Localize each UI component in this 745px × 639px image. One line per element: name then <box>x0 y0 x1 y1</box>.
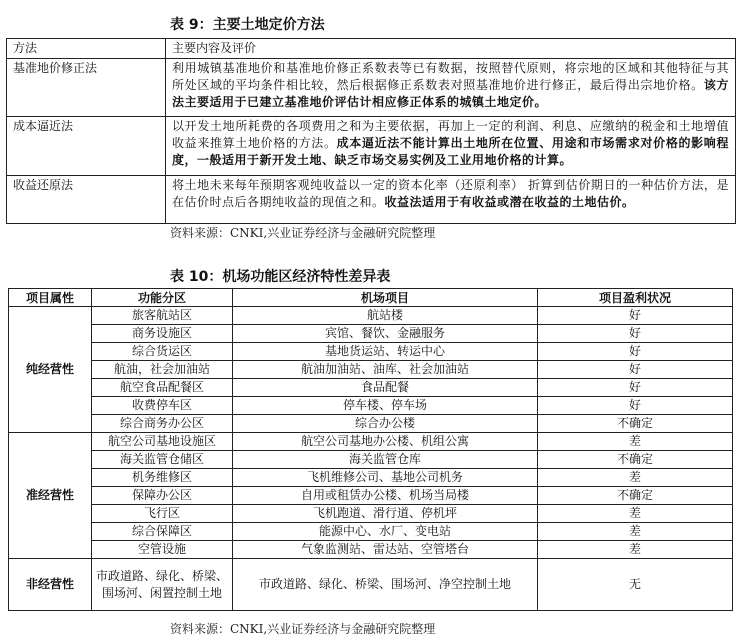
zone-cell: 保障办公区 <box>92 487 233 505</box>
project-cell: 基地货运站、转运中心 <box>233 343 538 361</box>
method-name: 基准地价修正法 <box>7 59 166 117</box>
table-header-row <box>9 289 733 307</box>
zone-cell: 收费停车区 <box>92 397 233 415</box>
description-highlight: 成本逼近法不能计算出土地所在位置、用途和市场需求对价格的影响程度，一般适用于新开发土地、缺乏市场交易实例及工业用地价格的计算。 <box>172 136 729 167</box>
zone-cell: 航空公司基地设施区 <box>92 433 233 451</box>
zone-cell: 综合货运区 <box>92 343 233 361</box>
profit-cell: 不确定 <box>538 451 733 469</box>
profit-cell: 好 <box>538 361 733 379</box>
table-row <box>9 343 733 361</box>
airport-zone-economics-table <box>8 288 733 611</box>
project-cell: 宾馆、餐饮、金融服务 <box>233 325 538 343</box>
zone-cell: 航油，社会加油站 <box>92 361 233 379</box>
project-cell: 海关监管仓库 <box>233 451 538 469</box>
project-cell: 市政道路、绿化、桥梁、围场河、净空控制土地 <box>233 559 538 611</box>
project-cell: 飞机跑道、滑行道、停机坪 <box>233 505 538 523</box>
method-name: 成本逼近法 <box>7 117 166 176</box>
profit-cell: 不确定 <box>538 415 733 433</box>
table9-caption: 表 9：主要土地定价方法 <box>170 17 325 33</box>
header-content: 主要内容及评价 <box>166 39 736 59</box>
table-row <box>9 505 733 523</box>
zone-cell: 综合商务办公区 <box>92 415 233 433</box>
zone-cell: 商务设施区 <box>92 325 233 343</box>
zone-cell: 飞行区 <box>92 505 233 523</box>
profit-cell: 差 <box>538 505 733 523</box>
profit-cell: 差 <box>538 469 733 487</box>
description-highlight: 收益法适用于有收益或潜在收益的土地估价。 <box>384 195 635 209</box>
profit-cell: 好 <box>538 379 733 397</box>
table-row <box>9 361 733 379</box>
profit-cell: 差 <box>538 541 733 559</box>
profit-cell: 好 <box>538 307 733 325</box>
zone-cell: 航空食品配餐区 <box>92 379 233 397</box>
table10-caption: 表 10：机场功能区经济特性差异表 <box>170 269 391 285</box>
table-row <box>7 176 736 224</box>
table-row <box>9 415 733 433</box>
table-row <box>7 117 736 176</box>
profit-cell: 好 <box>538 397 733 415</box>
table-row <box>9 433 733 451</box>
header-project: 机场项目 <box>233 289 538 307</box>
table-row <box>9 487 733 505</box>
project-cell: 飞机维修公司、基地公司机务 <box>233 469 538 487</box>
land-pricing-methods-table <box>6 38 736 224</box>
attribute-cell: 准经营性 <box>9 433 92 559</box>
project-cell: 气象监测站、雷达站、空管塔台 <box>233 541 538 559</box>
zone-cell: 空管设施 <box>92 541 233 559</box>
attribute-cell: 纯经营性 <box>9 307 92 433</box>
header-zone: 功能分区 <box>92 289 233 307</box>
table9-source: 资料来源：CNKI,兴业证券经济与金融研究院整理 <box>170 226 436 240</box>
profit-cell: 好 <box>538 325 733 343</box>
header-profitability: 项目盈利状况 <box>538 289 733 307</box>
table-row <box>9 379 733 397</box>
zone-cell: 旅客航站区 <box>92 307 233 325</box>
description-text: 利用城镇基准地价和基准地价修正系数表等已有数据，按照替代原则，将宗地的区域和其他特征与其所处区域的平均条件相比较，然后根据修正系数表对照基准地价进行修正，最后得出宗地价格。 <box>172 61 729 92</box>
profit-cell: 差 <box>538 523 733 541</box>
method-description <box>166 176 736 224</box>
table-row <box>9 523 733 541</box>
table-row <box>9 325 733 343</box>
table-row <box>9 451 733 469</box>
project-cell: 停车楼、停车场 <box>233 397 538 415</box>
project-cell: 航站楼 <box>233 307 538 325</box>
profit-cell: 不确定 <box>538 487 733 505</box>
profit-cell: 好 <box>538 343 733 361</box>
table-row <box>9 541 733 559</box>
table-header-row <box>7 39 736 59</box>
project-cell: 能源中心、水厂、变电站 <box>233 523 538 541</box>
header-attribute: 项目属性 <box>9 289 92 307</box>
project-cell: 综合办公楼 <box>233 415 538 433</box>
table-row <box>9 469 733 487</box>
project-cell: 航空公司基地办公楼、机组公寓 <box>233 433 538 451</box>
description-text: 将土地未来每年预期客观纯收益以一定的资本化率（还原利率） 折算到估价期日的一种估价方法，是在估价时点后各期纯收益的现值之和。 <box>172 178 729 209</box>
method-description <box>166 59 736 117</box>
zone-cell: 综合保障区 <box>92 523 233 541</box>
zone-cell: 市政道路、绿化、桥梁、围场河、闲置控制土地 <box>92 559 233 611</box>
project-cell: 航油加油站、油库、社会加油站 <box>233 361 538 379</box>
table-row <box>9 307 733 325</box>
description-highlight: 该方法主要适用于已建立基准地价评估计相应修正体系的城镇土地定价。 <box>172 78 729 109</box>
profit-cell: 差 <box>538 433 733 451</box>
table-row <box>9 397 733 415</box>
description-text: 以开发土地所耗费的各项费用之和为主要依据，再加上一定的利润、利息、应缴纳的税金和土地增值收益来推算土地价格的方法。 <box>172 119 729 150</box>
attribute-cell: 非经营性 <box>9 559 92 611</box>
profit-cell: 无 <box>538 559 733 611</box>
table10-source: 资料来源：CNKI,兴业证券经济与金融研究院整理 <box>170 622 436 636</box>
method-name: 收益还原法 <box>7 176 166 224</box>
project-cell: 食品配餐 <box>233 379 538 397</box>
project-cell: 自用或租赁办公楼、机场当局楼 <box>233 487 538 505</box>
zone-cell: 机务维修区 <box>92 469 233 487</box>
header-method: 方法 <box>7 39 166 59</box>
zone-cell: 海关监管仓储区 <box>92 451 233 469</box>
table-row <box>7 59 736 117</box>
table-row <box>9 559 733 611</box>
method-description <box>166 117 736 176</box>
